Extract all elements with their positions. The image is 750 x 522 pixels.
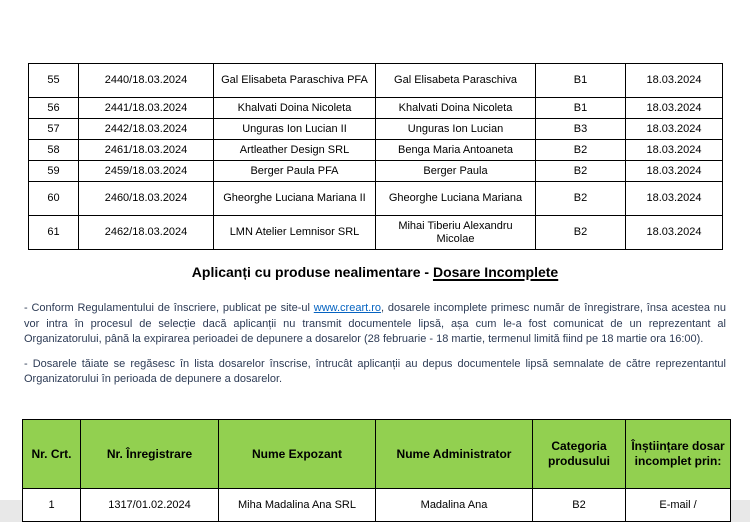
cell-nr: 60 bbox=[29, 182, 79, 216]
cell-registration: 2442/18.03.2024 bbox=[79, 119, 214, 140]
cell-registration: 1317/01.02.2024 bbox=[81, 489, 219, 522]
cell-registration: 2440/18.03.2024 bbox=[79, 64, 214, 98]
note-1-text-before-link: - Conform Regulamentului de înscriere, publicat pe site-ul bbox=[24, 302, 314, 314]
cell-categoria: B2 bbox=[536, 182, 626, 216]
cell-data: 18.03.2024 bbox=[626, 64, 723, 98]
cell-data: 18.03.2024 bbox=[626, 119, 723, 140]
cell-instiintare: E-mail / bbox=[626, 489, 731, 522]
table-row bbox=[29, 119, 723, 140]
cell-expozant: Gheorghe Luciana Mariana II bbox=[214, 182, 376, 216]
cell-registration: 2462/18.03.2024 bbox=[79, 216, 214, 250]
cell-data: 18.03.2024 bbox=[626, 140, 723, 161]
cell-expozant: Miha Madalina Ana SRL bbox=[219, 489, 376, 522]
cell-expozant: Unguras Ion Lucian II bbox=[214, 119, 376, 140]
header-nume-expozant: Nume Expozant bbox=[219, 420, 376, 489]
header-categoria-produsului: Categoria produsului bbox=[533, 420, 626, 489]
cell-data: 18.03.2024 bbox=[626, 182, 723, 216]
cell-nr: 55 bbox=[29, 64, 79, 98]
table-row bbox=[29, 216, 723, 250]
table-row bbox=[29, 161, 723, 182]
cell-administrator: Unguras Ion Lucian bbox=[376, 119, 536, 140]
cell-categoria: B3 bbox=[536, 119, 626, 140]
cell-expozant: Artleather Design SRL bbox=[214, 140, 376, 161]
table-row bbox=[29, 182, 723, 216]
incomplete-dossiers-table bbox=[22, 419, 731, 522]
table-row bbox=[23, 489, 731, 522]
cell-nr: 61 bbox=[29, 216, 79, 250]
cell-registration: 2461/18.03.2024 bbox=[79, 140, 214, 161]
cell-administrator: Gheorghe Luciana Mariana bbox=[376, 182, 536, 216]
cell-expozant: Gal Elisabeta Paraschiva PFA bbox=[214, 64, 376, 98]
table-row bbox=[29, 64, 723, 98]
cell-categoria: B2 bbox=[533, 489, 626, 522]
cell-registration: 2459/18.03.2024 bbox=[79, 161, 214, 182]
notes-block bbox=[24, 301, 726, 397]
cell-administrator: Berger Paula bbox=[376, 161, 536, 182]
table-row bbox=[29, 98, 723, 119]
cell-registration: 2441/18.03.2024 bbox=[79, 98, 214, 119]
creart-website-link[interactable]: www.creart.ro bbox=[313, 302, 382, 314]
cell-expozant: Berger Paula PFA bbox=[214, 161, 376, 182]
cell-registration: 2460/18.03.2024 bbox=[79, 182, 214, 216]
cell-data: 18.03.2024 bbox=[626, 161, 723, 182]
cell-data: 18.03.2024 bbox=[626, 216, 723, 250]
cell-nr: 57 bbox=[29, 119, 79, 140]
section-heading-underlined: Dosare Incomplete bbox=[432, 264, 559, 280]
cell-administrator: Gal Elisabeta Paraschiva bbox=[376, 64, 536, 98]
table-row bbox=[29, 140, 723, 161]
cell-expozant: LMN Atelier Lemnisor SRL bbox=[214, 216, 376, 250]
cell-categoria: B2 bbox=[536, 216, 626, 250]
cell-nr: 58 bbox=[29, 140, 79, 161]
cell-data: 18.03.2024 bbox=[626, 98, 723, 119]
cell-administrator: Khalvati Doina Nicoleta bbox=[376, 98, 536, 119]
cell-nr: 1 bbox=[23, 489, 81, 522]
cell-categoria: B1 bbox=[536, 64, 626, 98]
header-nr-crt: Nr. Crt. bbox=[23, 420, 81, 489]
header-nume-administrator: Nume Administrator bbox=[376, 420, 533, 489]
note-paragraph-1 bbox=[24, 301, 726, 348]
cell-administrator: Benga Maria Antoaneta bbox=[376, 140, 536, 161]
cell-nr: 56 bbox=[29, 98, 79, 119]
registered-applicants-table bbox=[28, 63, 723, 250]
cell-administrator: Madalina Ana bbox=[376, 489, 533, 522]
header-row bbox=[23, 420, 731, 489]
header-instiintare: Înștiințare dosar incomplet prin: bbox=[626, 420, 731, 489]
note-paragraph-2: - Dosarele tăiate se regăsesc în lista dosarelor înscrise, întrucât aplicanții au depus documentele lipsă semnalate de către reprezentantul Organizatorului în perioada de depunere a dosarelor. bbox=[24, 357, 726, 385]
section-heading bbox=[0, 264, 750, 280]
cell-categoria: B1 bbox=[536, 98, 626, 119]
note-1-text-after-link: , dosarele incomplete primesc număr de înregistrare, însa acestea nu vor intra în procesul de selecție dacă aplicanții nu transmit documentele lipsă, așa cum le-a fost comunicat de un reprezentant al Organizatorului, până la expirarea perioadei de depunere a dosarelor (28 februarie - 18 martie, termenul limită fiind pe 18 martie ora 16:00). bbox=[24, 302, 726, 345]
section-heading-plain: Aplicanți cu produse nealimentare - bbox=[191, 264, 433, 280]
cell-categoria: B2 bbox=[536, 161, 626, 182]
cell-categoria: B2 bbox=[536, 140, 626, 161]
cell-administrator: Mihai Tiberiu Alexandru Micolae bbox=[376, 216, 536, 250]
header-nr-inregistrare: Nr. Înregistrare bbox=[81, 420, 219, 489]
cell-nr: 59 bbox=[29, 161, 79, 182]
cell-expozant: Khalvati Doina Nicoleta bbox=[214, 98, 376, 119]
